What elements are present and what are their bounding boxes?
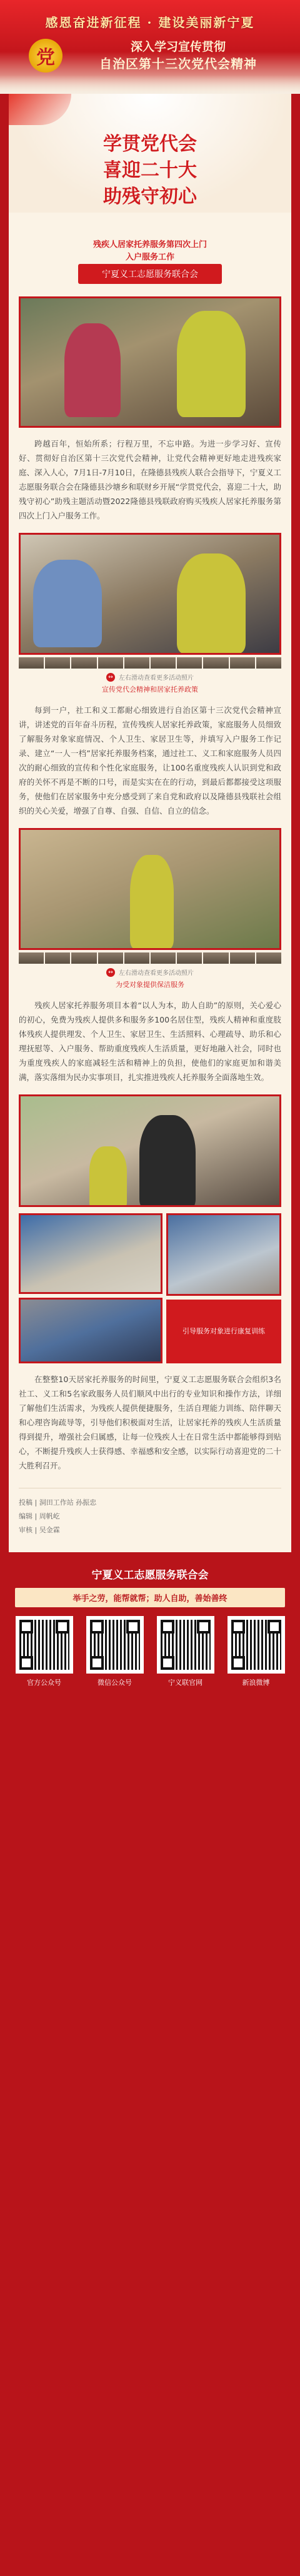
decorative-wave: [9, 94, 71, 125]
headline-area: [9, 94, 291, 213]
party-emblem-icon: 党: [29, 39, 62, 73]
qr-weibo[interactable]: [228, 1616, 285, 1687]
swipe-hint-text: 左右滑动查看更多活动照片: [119, 675, 194, 682]
credit-editor: 编辑 | 周帆屹: [19, 1512, 60, 1520]
sub-title-line1: 残疾人居家托养服务第四次上门: [92, 240, 207, 250]
photo-collage: [19, 1213, 281, 1363]
main-title-line2: 喜迎二十大: [103, 159, 197, 181]
main-title-line1: 学贯党代会: [103, 133, 197, 155]
photo-policy-talk: [19, 533, 281, 655]
qr-code-icon: [16, 1616, 73, 1674]
photo-thumbnail-strip[interactable]: [19, 952, 281, 964]
photo-collage-1: [19, 1213, 162, 1294]
qr-label: 微信公众号: [98, 1679, 132, 1687]
qr-code-row: [9, 1616, 291, 1687]
credit-reviewer: 审核 | 吴金霖: [19, 1526, 60, 1534]
photo-rehab-training: [19, 1094, 281, 1207]
swipe-hint-text: 左右滑动查看更多活动照片: [119, 970, 194, 977]
qr-code-icon: [157, 1616, 214, 1674]
credit-author: 投稿 | 洞田工作站 孙振忠: [19, 1498, 97, 1507]
swipe-icon: ↔: [106, 968, 115, 977]
banner-title-line2: 自治区第十三次党代会精神: [99, 56, 257, 71]
paragraph-project-principles: 残疾人居家托养服务项目本着“以人为本，助人自助”的原则，关心爱心的初心，免费为残疾人提供多和服务多100名居住型，残疾人精神和重度肢体残疾人提供理发、个人卫生、家居卫生、生活照料、心理疏导、助乐和心理抚慰等、入户服务、帮助重度残疾人生活质量，更好地融入社会，同时也为重度残疾人的家庭减轻生活和精神上的负担，使他们的家庭更加和谐美满，落实落细为民办实事项目，扎实推进残疾人托养服务全面落地生效。: [19, 1001, 281, 1082]
qr-code-icon: [228, 1616, 285, 1674]
main-title: [9, 131, 291, 210]
sub-title: [9, 239, 291, 264]
footer: [0, 1552, 300, 1700]
banner-title-line1: 深入学习宣传贯彻: [130, 40, 226, 54]
qr-wechat[interactable]: [86, 1616, 144, 1687]
qr-website[interactable]: [157, 1616, 214, 1687]
banner-slogan: 感恩奋进新征程 · 建设美丽新宁夏: [45, 15, 255, 30]
sub-title-line2: 入户服务工作: [125, 253, 174, 262]
qr-label: 宁义联官网: [168, 1679, 202, 1687]
swipe-hint: [19, 967, 281, 977]
qr-label: 官方公众号: [27, 1679, 61, 1687]
photo-collage-3: [166, 1213, 281, 1296]
footer-slogan: 举手之劳，能帮就帮；助人自助，善始善终: [15, 1588, 285, 1607]
photo-collage-2: [19, 1298, 162, 1363]
qr-code-icon: [86, 1616, 144, 1674]
credits: [19, 1488, 281, 1537]
photo-caption: 宣传党代会精神和居家托养政策: [102, 685, 198, 694]
banner-wave: [0, 75, 300, 94]
banner-title: [69, 39, 288, 73]
paragraph-visit-details: 每到一户，社工和义工都耐心细致进行自治区第十三次党代会精神宣讲，讲述党的百年奋斗历程，宣传残疾人居家托养政策，家庭服务人员细致了解服务对象家庭情况、个人卫生、家居卫生等，并填写入户服务工作记录、建立“一人一档”居家托养服务档案，通过社工、义工和家庭服务人员四次的耐心细致的宣传和个性化家庭服务，让100名重度残疾人认识到党和政府的关怀不再是不断的口号，而是实实在在的行动，到最后都都接受这项服务，使他们在居家服务中充分感受到了来自党和政府以及隆德县残联社会组织的关心关爱，增强了自尊、自强、自信、自立的信念。: [19, 705, 281, 816]
qr-official-account[interactable]: [16, 1616, 73, 1687]
intro-paragraph: 跨越百年，恒始所系；行程万里，不忘申路。为进一步学习好、宣传好、贯彻好自治区第十三次党代会精神，让党代会精神更好地走进残疾家庭、深入人心，7月1日-7月10日，在隆德县残疾人联合会指导下，宁夏义工志愿服务联合会在隆德县沙塘乡和联财乡开展“学贯党代会，喜迎二十大，助残守初心”助残主题活动暨2022隆德县残联政府购买残疾人居家托养服务第四次上门入户服务工作。: [19, 439, 281, 520]
qr-label: 新浪微博: [242, 1679, 270, 1687]
photo-thumbnail-strip[interactable]: [19, 657, 281, 669]
header-banner: [0, 0, 300, 94]
photo-cleaning-service: [19, 828, 281, 950]
photo-caption: 为受对象提供保洁服务: [116, 981, 184, 989]
content-panel: [9, 94, 291, 1552]
collage-note: 引导服务对象进行康复训练: [166, 1300, 281, 1363]
main-title-line3: 助残守初心: [103, 186, 197, 208]
photo-home-visit: [19, 296, 281, 428]
footer-org-name: 宁夏义工志愿服务联合会: [91, 1569, 209, 1582]
swipe-icon: ↔: [106, 673, 115, 682]
org-badge: 宁夏义工志愿服务联合会: [78, 264, 222, 284]
paragraph-summary: 在整整10天居家托养服务的时间里，宁夏义工志愿服务联合会组织3名社工、义工和5名家政服务人员们顺风中出行的专业知识和操作方法，详细了解他们生活需求，为残疾人提供便捷服务，生活自理能力训练、陪伴聊天和心理咨询疏导等，引导他们积极面对生活，让居家托养的残疾人生活质量得到提升，增强社会归属感，让每一位残疾人士在日常生活中都能够得到贴心，不断提升残疾人士获得感、幸福感和安全感，以实际行动喜迎党的二十大胜利召开。: [19, 1375, 281, 1470]
swipe-hint: [19, 672, 281, 682]
